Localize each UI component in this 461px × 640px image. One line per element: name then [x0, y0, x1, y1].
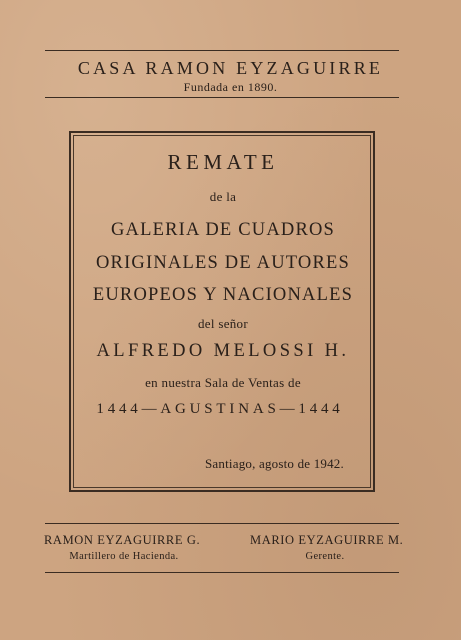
footer-bottom-rule — [45, 572, 399, 573]
signatory-left-title: Martillero de Hacienda. — [69, 551, 179, 562]
signatory-left — [44, 533, 201, 548]
venue-line: en nuestra Sala de Ventas de — [145, 375, 301, 390]
owner-name: ALFREDO MELOSSI H. — [96, 341, 350, 361]
signatory-right-name: MARIO EYZAGUIRRE M. — [250, 533, 404, 547]
footer-top-rule — [45, 523, 399, 524]
signatory-left-name: RAMON EYZAGUIRRE G. — [44, 533, 201, 547]
announcement-line-del-senor: del señor — [198, 316, 248, 331]
announcement-line-galeria: GALERIA DE CUADROS — [110, 220, 336, 240]
announcement-title: REMATE — [167, 150, 279, 174]
signatory-left-title-wrap — [44, 551, 204, 562]
house-name: CASA RAMON EYZAGUIRRE — [77, 58, 384, 78]
signatory-right — [250, 533, 404, 548]
header-bottom-rule — [45, 97, 399, 98]
address-line: 1444—AGUSTINAS—1444 — [96, 401, 344, 417]
header-top-rule — [45, 50, 399, 51]
founded-line: Fundada en 1890. — [183, 80, 278, 94]
announcement-frame-inner — [73, 135, 371, 488]
announcement-line-europeos: EUROPEOS Y NACIONALES — [92, 285, 354, 305]
announcement-line-originales: ORIGINALES DE AUTORES — [95, 253, 351, 273]
place-date: Santiago, agosto de 1942. — [205, 456, 344, 471]
signatory-right-title-wrap — [250, 551, 400, 562]
signatory-right-title: Gerente. — [305, 551, 345, 562]
announcement-line-de-la: de la — [209, 189, 237, 204]
